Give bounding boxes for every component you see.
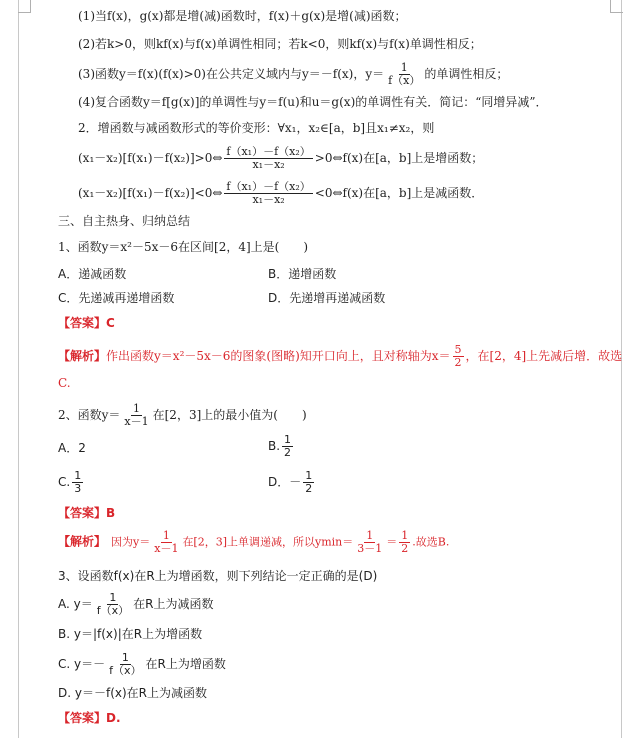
fraction: $\frac{1}{f(x)}$ (109, 651, 142, 677)
question-3-option-d: D. y＝－f(x)在R上为减函数 (58, 686, 207, 700)
fraction: $\frac{1}{2}$ (401, 529, 409, 555)
section-title: 三、自主热身、归纳总结 (58, 214, 191, 228)
question-1-option-d: D．先递增再递减函数 (268, 291, 386, 305)
question-2-answer: 【答案】B (58, 506, 116, 520)
fraction: $\frac{1}{2}$ (284, 433, 292, 459)
formula-decreasing: (x₁－x₂)[f(x₁)－f(x₂)]<0⇔ $\frac{\text{f（x₁）－f（x₂）}}{\text{x₁－x₂}}$ <0⇔f(x)在[a，b]上是减函数． (78, 180, 484, 206)
question-3-option-b: B. y＝|f(x)|在R上为增函数 (58, 627, 203, 641)
fraction: $\frac{\text{f（x₁）－f（x₂）}}{\text{x₁－x₂}}$ (226, 145, 311, 171)
fraction: $\frac{1}{f(x)}$ (96, 591, 130, 617)
question-2-stem: 2、函数y＝ $\frac{1}{x-1}$ 在[2，3]上的最小值为( ) (58, 402, 307, 428)
fraction: $\frac{1}{x-1}$ (124, 402, 149, 428)
question-3-option-c: C. y＝－ $\frac{1}{f(x)}$ 在R上为增函数 (58, 651, 226, 677)
fraction: $\frac{1}{2}$ (305, 469, 313, 495)
question-2-option-b: B. $\frac{1}{2}$ (268, 433, 292, 459)
question-1-explanation-end: C. (58, 376, 71, 390)
question-1-option-a: A．递减函数 (58, 267, 127, 281)
property-2: (2)若k>0，则kf(x)与f(x)单调性相同；若k<0，则kf(x)与f(x)单调性相反； (78, 37, 482, 51)
question-3-stem: 3、设函数f(x)在R上为增函数，则下列结论一定正确的是(D) (58, 569, 378, 583)
crop-mark-top-right (610, 0, 623, 13)
question-1-option-b: B．递增函数 (268, 267, 337, 281)
fraction: $\frac{1}{3}$ (74, 469, 82, 495)
fraction: $\frac{1}{x-1}$ (154, 529, 179, 555)
question-2-option-c: C. $\frac{1}{3}$ (58, 469, 82, 495)
fraction: $\frac{1}{3-1}$ (357, 529, 383, 555)
fraction: $\frac{1}{f(x)}$ (388, 61, 421, 87)
question-3-answer: 【答案】D. (58, 711, 121, 725)
property-3: (3)函数y＝f(x)(f(x)>0)在公共定义域内与y＝－f(x)，y＝ $\frac{1}{f(x)}$ 的单调性相反； (78, 61, 509, 87)
question-1-answer: 【答案】C (58, 316, 115, 330)
question-3-option-a: A. y＝ $\frac{1}{f(x)}$ 在R上为减函数 (58, 591, 214, 617)
question-1-stem: 1、函数y＝x²－5x－6在区间[2，4]上是( ) (58, 240, 309, 254)
question-2-explanation: 【解析】 因为y＝ $\frac{1}{x-1}$ 在[2，3]上单调递减，所以ymin＝ $\frac{1}{3-1}$ ＝ $\frac{1}{2}$ .故选B. (58, 529, 450, 555)
question-1-explanation: 【解析】作出函数y＝x²－5x－6的图象(图略)知开口向上，且对称轴为x＝ $\frac{5}{2}$ ，在[2，4]上先减后增．故选 (58, 343, 623, 369)
crop-mark-top-left (18, 0, 31, 13)
property-4: (4)复合函数y＝f[g(x)]的单调性与y＝f(u)和u＝g(x)的单调性有关．简记：“同增异减”． (78, 95, 548, 109)
fraction: $\frac{\text{f（x₁）－f（x₂）}}{\text{x₁－x₂}}$ (226, 180, 311, 206)
formula-increasing: (x₁－x₂)[f(x₁)－f(x₂)]>0⇔ $\frac{\text{f（x₁）－f（x₂）}}{\text{x₁－x₂}}$ >0⇔f(x)在[a，b]上是增函数； (78, 145, 484, 171)
question-2-option-d: D．－ $\frac{1}{2}$ (268, 469, 313, 495)
property-1: (1)当f(x)，g(x)都是增(减)函数时，f(x)＋g(x)是增(减)函数； (78, 9, 407, 23)
question-2-option-a: A．2 (58, 441, 86, 455)
fraction: $\frac{5}{2}$ (454, 343, 462, 369)
equivalence-heading: 2．增函数与减函数形式的等价变形：∀x₁，x₂∈[a，b]且x₁≠x₂，则 (78, 121, 435, 135)
question-1-option-c: C．先递减再递增函数 (58, 291, 175, 305)
